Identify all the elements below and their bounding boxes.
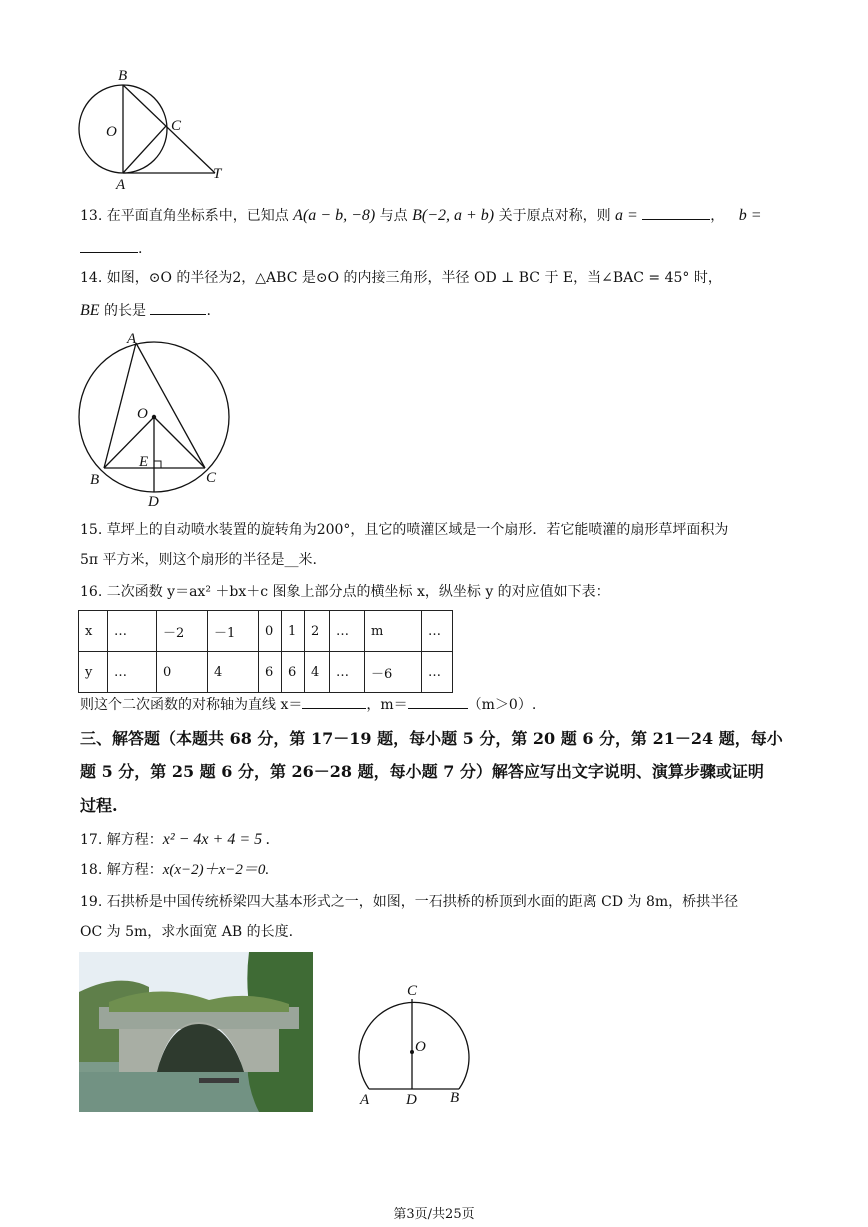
question-15: 15. 草坪上的自动喷水装置的旋转角为200°，且它的喷灌区域是一个扇形．若它能喷灌的扇形草坪面积为 — [80, 522, 729, 538]
page-footer: 第3页/共25页 — [393, 1207, 475, 1222]
label-E: E — [139, 454, 149, 470]
label-C: C — [407, 983, 418, 999]
section-heading: 三、解答题（本题共 68 分，第 17－19 题，每小题 5 分，第 20 题 6 分，第 21－24 题，每小 — [80, 729, 783, 748]
label-A: A — [116, 177, 126, 193]
question-17: 17. 解方程：x² − 4x + 4 = 5 . — [80, 831, 271, 848]
answer-blank-m[interactable] — [408, 694, 468, 709]
label-D: D — [406, 1092, 417, 1108]
label-C: C — [206, 470, 217, 486]
label-D: D — [148, 494, 159, 510]
label-B: B — [118, 68, 128, 84]
label-A: A — [360, 1092, 370, 1108]
question-16: 16. 二次函数 y＝ax² ＋bx＋c 图象上部分点的横坐标 x，纵坐标 y 的对应值如下表： — [80, 584, 610, 600]
table-row-y: y … 0 4 6 6 4 … －6 … — [79, 652, 453, 693]
question-19: 19. 石拱桥是中国传统桥梁四大基本形式之一，如图，一石拱桥的桥顶到水面的距离 CD 为 8m，桥拱半径 — [80, 894, 739, 910]
value-table — [78, 610, 453, 693]
figure-arch — [350, 978, 480, 1108]
answer-blank-a[interactable] — [642, 205, 710, 220]
question-18: 18. 解方程：x(x−2)＋x−2＝0. — [80, 862, 270, 878]
label-O: O — [137, 406, 148, 422]
label-O: O — [106, 124, 117, 140]
label-C: C — [171, 118, 182, 134]
figure-inscribed-triangle — [72, 330, 252, 510]
label-A: A — [127, 331, 137, 347]
answer-blank-b[interactable] — [80, 238, 138, 253]
question-14: 14. 如图，⊙O 的半径为2，△ABC 是⊙O 的内接三角形，半径 OD ⊥ BC 于 E，当∠BAC = 45° 时， — [80, 270, 722, 286]
label-T: T — [213, 166, 222, 182]
label-B: B — [450, 1090, 460, 1106]
question-13: 13. 在平面直角坐标系中，已知点 A(a − b, −8) 与点 B(−2, a + b) 关于原点对称，则 a = ， b = — [80, 207, 762, 224]
figure-circle-tangent — [70, 62, 240, 194]
bridge-photo — [79, 952, 313, 1112]
answer-blank-axis[interactable] — [302, 694, 366, 709]
label-O: O — [415, 1039, 426, 1055]
answer-blank-be[interactable] — [150, 300, 206, 315]
label-B: B — [90, 472, 100, 488]
table-row-x: x … －2 －1 0 1 2 … m … — [79, 611, 453, 652]
